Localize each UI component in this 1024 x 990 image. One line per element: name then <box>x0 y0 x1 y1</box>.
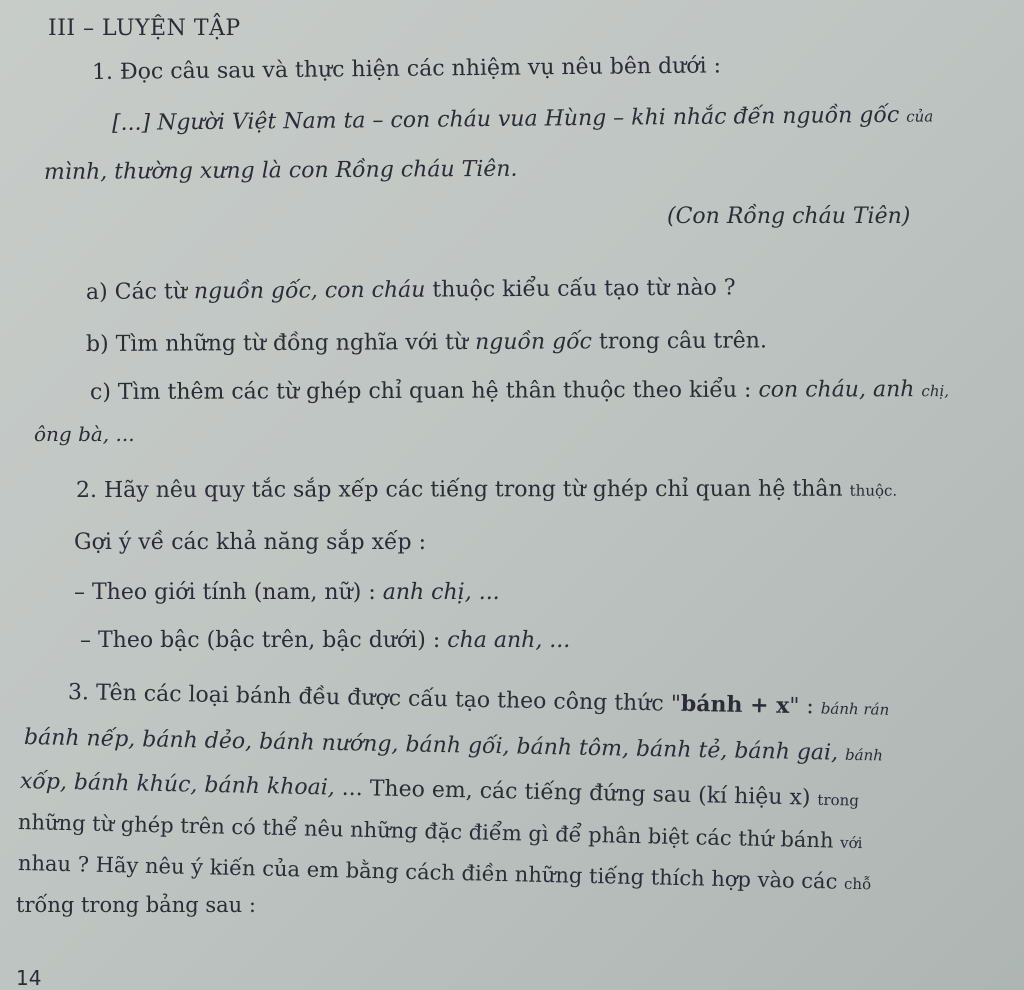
exercise-3-line-2-text: bánh nếp, bánh dẻo, bánh nướng, bánh gối, bánh tôm, bánh tẻ, bánh gai, <box>23 725 839 766</box>
hint-rank <box>80 630 570 652</box>
exercise-1b <box>86 330 767 356</box>
hint-gender <box>74 582 500 604</box>
exercise-1c-pre: c) Tìm thêm các từ ghép chỉ quan hệ thân thuộc theo kiểu : <box>89 377 759 405</box>
exercise-1a <box>86 277 736 304</box>
exercise-3-line-4-text: những từ ghép trên có thể nêu những đặc điểm gì để phân biệt các thứ bánh <box>17 810 834 853</box>
exercise-1c-examples: con cháu, anh <box>758 377 915 403</box>
exercise-2-prompt-small: thuộc. <box>849 481 898 500</box>
hint-gender-label: – Theo giới tính (nam, nữ) : <box>74 580 383 605</box>
exercise-3-line-1-post: " : <box>789 693 822 720</box>
exercise-3-line-4 <box>18 812 863 852</box>
exercise-1a-word-1: nguồn gốc, <box>193 278 318 305</box>
exercise-3-line-5-text: nhau ? Hãy nêu ý kiến của em bằng cách điền những tiếng thích hợp vào các <box>17 851 838 894</box>
exercise-3-line-2 <box>24 727 883 765</box>
exercise-3-line-6: trống trong bảng sau : <box>16 893 256 917</box>
exercise-1b-word: nguồn gốc <box>474 329 593 355</box>
quote-line-2: mình, thường xưng là con Rồng cháu Tiên. <box>43 156 518 185</box>
exercise-1c-line-2: ông bà, ... <box>34 422 135 446</box>
exercise-3-line-1-small: bánh rán <box>820 699 890 719</box>
exercise-3-line-4-small: với <box>839 833 863 853</box>
hint-gender-example: anh chị, ... <box>382 580 500 605</box>
quote-line-1-small: của <box>906 107 934 126</box>
exercise-3-line-3 <box>20 771 859 811</box>
formula-text: bánh + x <box>680 690 790 719</box>
exercise-3-line-1 <box>68 681 890 720</box>
hint-rank-example: cha anh, ... <box>447 628 571 653</box>
exercise-1-prompt: 1. Đọc câu sau và thực hiện các nhiệm vụ nêu bên dưới : <box>91 53 722 85</box>
page-number: 14 <box>16 966 42 990</box>
exercise-1b-pre: b) Tìm những từ đồng nghĩa với từ <box>85 329 476 357</box>
hint-rank-label: – Theo bậc (bậc trên, bậc dưới) : <box>80 628 448 653</box>
exercise-1a-post: thuộc kiểu cấu tạo từ nào ? <box>425 275 736 303</box>
exercise-3-line-2-small: bánh <box>844 745 884 765</box>
section-heading: III – LUYỆN TẬP <box>48 16 241 41</box>
exercise-3-line-3-text: ... Theo em, các tiếng đứng sau (kí hiệu x) <box>334 775 811 811</box>
quote-line-1 <box>112 104 933 135</box>
exercise-2-hint: Gợi ý về các khả năng sắp xếp : <box>74 530 427 555</box>
exercise-1c-examples-small: chị, <box>921 382 950 401</box>
exercise-3-line-1-pre: 3. Tên các loại bánh đều được cấu tạo theo công thức " <box>67 680 682 717</box>
exercise-2-prompt <box>75 476 898 503</box>
exercise-1a-word-2: con cháu <box>324 277 426 304</box>
exercise-3-line-3-small: trong <box>817 790 860 810</box>
exercise-3-line-3-italic: xốp, bánh khúc, bánh khoai, <box>19 769 336 801</box>
exercise-3-line-5 <box>18 853 872 893</box>
exercise-2-prompt-text: 2. Hãy nêu quy tắc sắp xếp các tiếng trong từ ghép chỉ quan hệ thân <box>75 476 843 503</box>
exercise-1c <box>90 379 949 404</box>
exercise-3-line-5-small: chỗ <box>843 874 872 894</box>
quote-source: (Con Rồng cháu Tiên) <box>667 204 911 229</box>
exercise-1b-post: trong câu trên. <box>591 328 768 355</box>
exercise-1a-pre: a) Các từ <box>85 279 195 305</box>
quote-line-1-text: [...] Người Việt Nam ta – con cháu vua Hùng – khi nhắc đến nguồn gốc <box>111 102 900 136</box>
